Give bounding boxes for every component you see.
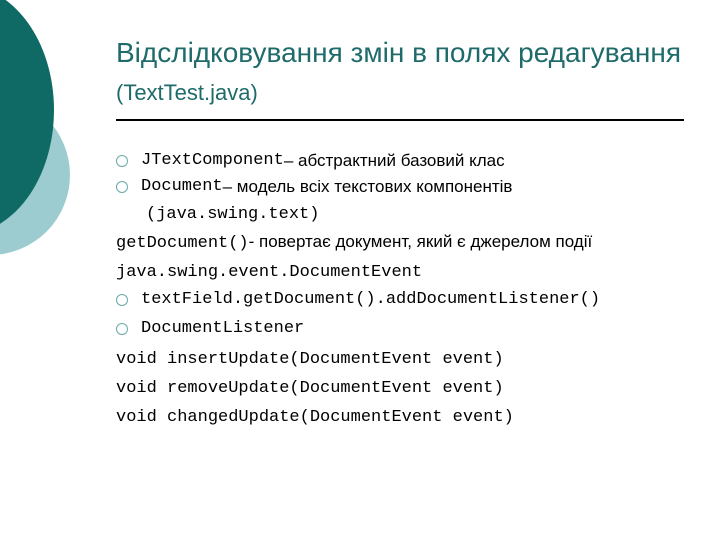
bullet-jtextcomponent	[116, 146, 706, 175]
bullet-circle-icon	[116, 323, 128, 335]
slide-content	[116, 146, 706, 430]
code-text: getDocument()	[116, 234, 249, 253]
title-filename: (TextTest.java)	[116, 80, 258, 105]
code-text: void insertUpdate(DocumentEvent event)	[116, 350, 504, 369]
bullet-circle-icon	[116, 294, 128, 306]
getdocument-line	[116, 227, 706, 256]
code-text: void removeUpdate(DocumentEvent event)	[116, 379, 504, 398]
changedupdate-line	[116, 401, 706, 430]
bullet-documentlistener	[116, 314, 706, 343]
bullet-add-listener	[116, 285, 706, 314]
title-main: Відслідковування змін в полях редагування	[116, 37, 682, 68]
bullet-circle-icon	[116, 181, 128, 193]
bullet-document	[116, 175, 706, 199]
code-text: void changedUpdate(DocumentEvent event)	[116, 408, 514, 427]
code-text: DocumentListener	[141, 319, 305, 338]
description-text: – абстрактний базовий клас	[283, 151, 505, 170]
insertupdate-line	[116, 343, 706, 372]
code-text: (java.swing.text)	[146, 205, 320, 224]
removeupdate-line	[116, 372, 706, 401]
description-text: - повертає документ, який є джерелом події	[248, 232, 593, 251]
description-text: – модель всіх текстових компонентів	[222, 177, 513, 196]
code-text: JTextComponent	[141, 151, 284, 170]
title-divider	[116, 119, 684, 121]
code-text: textField.getDocument().addDocumentListener()	[141, 290, 601, 309]
bullet-circle-icon	[116, 155, 128, 167]
code-text: Document	[141, 177, 223, 196]
code-text: java.swing.event.DocumentEvent	[116, 263, 423, 282]
document-package-line	[116, 199, 706, 227]
documentevent-line	[116, 256, 706, 285]
slide-title	[116, 34, 696, 112]
